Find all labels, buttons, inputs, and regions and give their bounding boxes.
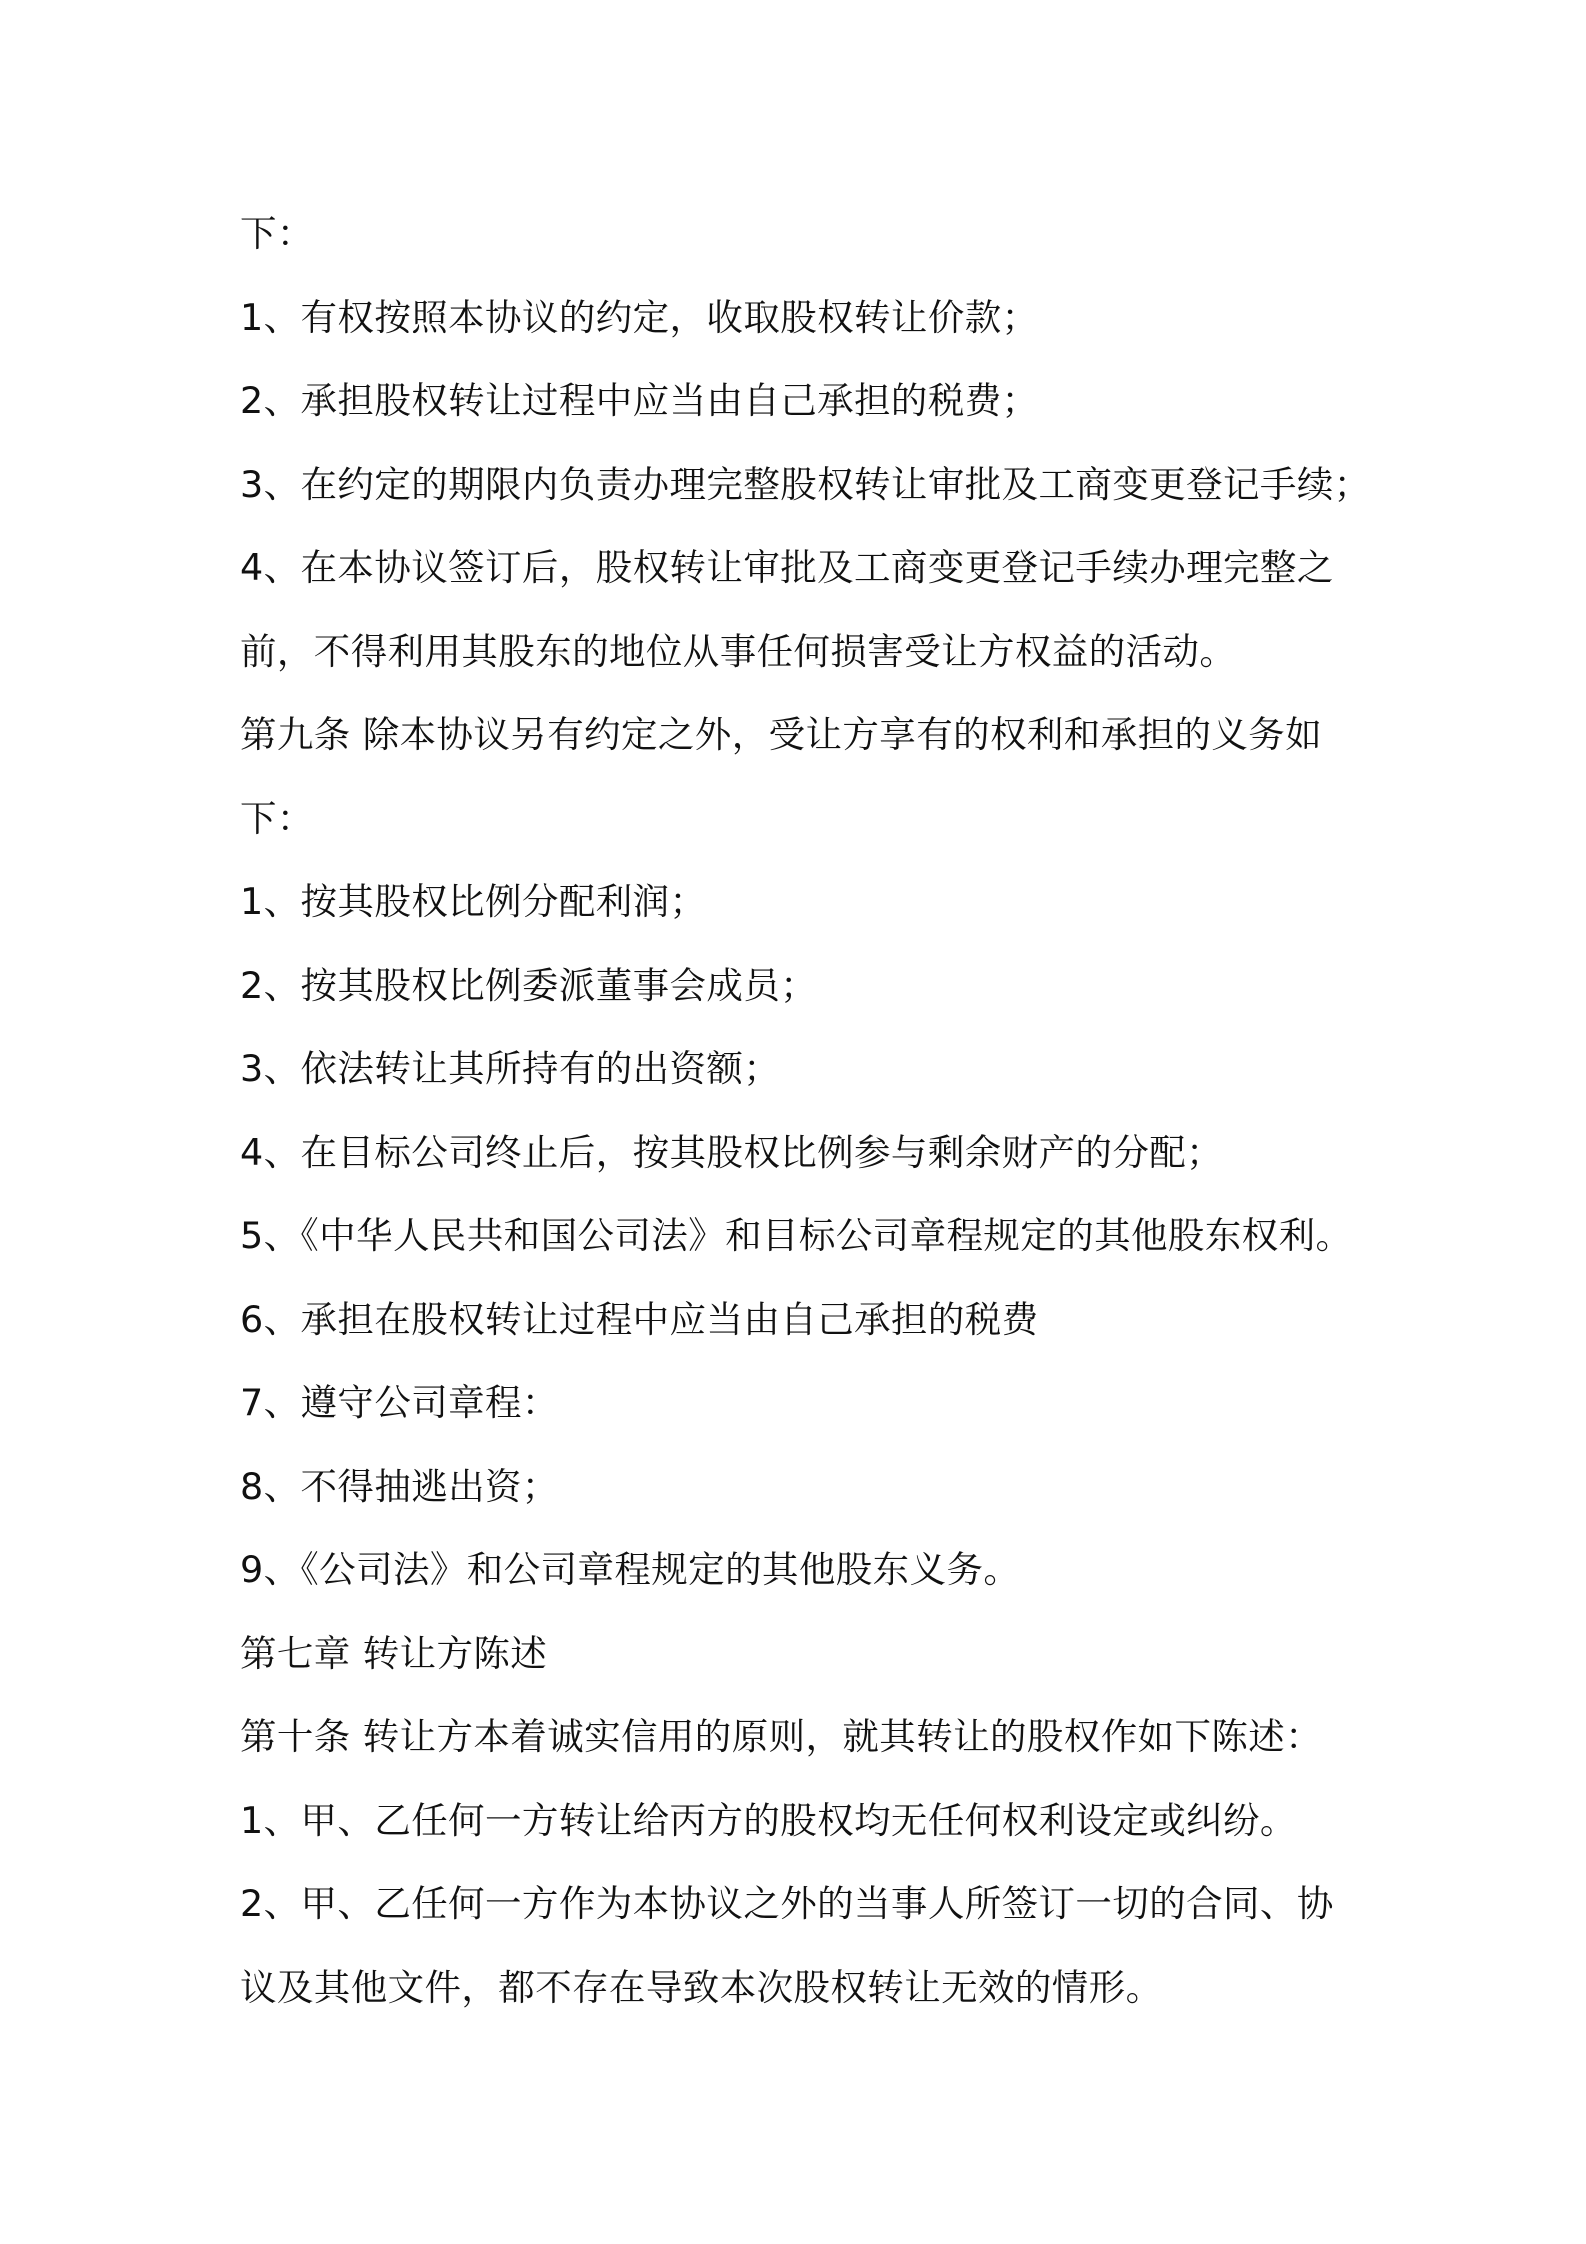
text-line: 4、在本协议签订后，股权转让审批及工商变更登记手续办理完整之 [240, 546, 1334, 589]
article-heading: 第十条 转让方本着诚实信用的原则，就其转让的股权作如下陈述： [240, 1715, 1323, 1758]
text-line: 下： [240, 212, 314, 255]
text-line: 4、在目标公司终止后，按其股权比例参与剩余财产的分配； [240, 1130, 1224, 1174]
text-line: 3、依法转让其所持有的出资额； [240, 1047, 781, 1090]
text-line: 2、按其股权比例委派董事会成员； [240, 963, 818, 1007]
chapter-heading: 第七章 转让方陈述 [240, 1631, 548, 1675]
text-line: 前，不得利用其股东的地位从事任何损害受让方权益的活动。 [240, 629, 1237, 673]
text-line: 9、《公司法》和公司章程规定的其他股东义务。 [240, 1548, 1021, 1591]
text-line: 议及其他文件，都不存在导致本次股权转让无效的情形。 [240, 1965, 1163, 2009]
text-line: 下： [240, 796, 314, 840]
text-line: 5、《中华人民共和国公司法》和目标公司章程规定的其他股东权利。 [240, 1214, 1353, 1257]
text-line: 3、在约定的期限内负责办理完整股权转让审批及工商变更登记手续； [240, 462, 1371, 506]
text-line: 2、甲、乙任何一方作为本协议之外的当事人所签订一切的合同、协 [240, 1882, 1334, 1925]
article-heading: 第九条 除本协议另有约定之外，受让方享有的权利和承担的义务如 [240, 713, 1323, 756]
text-line: 1、有权按照本协议的约定，收取股权转让价款； [240, 295, 1039, 339]
text-line: 1、按其股权比例分配利润； [240, 880, 707, 923]
text-line: 6、承担在股权转让过程中应当由自己承担的税费 [240, 1297, 1039, 1341]
text-line: 7、遵守公司章程： [240, 1381, 559, 1424]
text-line: 1、甲、乙任何一方转让给丙方的股权均无任何权利设定或纠纷。 [240, 1798, 1297, 1842]
text-line: 2、承担股权转让过程中应当由自己承担的税费； [240, 379, 1039, 422]
document-body [240, 192, 1390, 2029]
text-line: 8、不得抽逃出资； [240, 1464, 559, 1508]
